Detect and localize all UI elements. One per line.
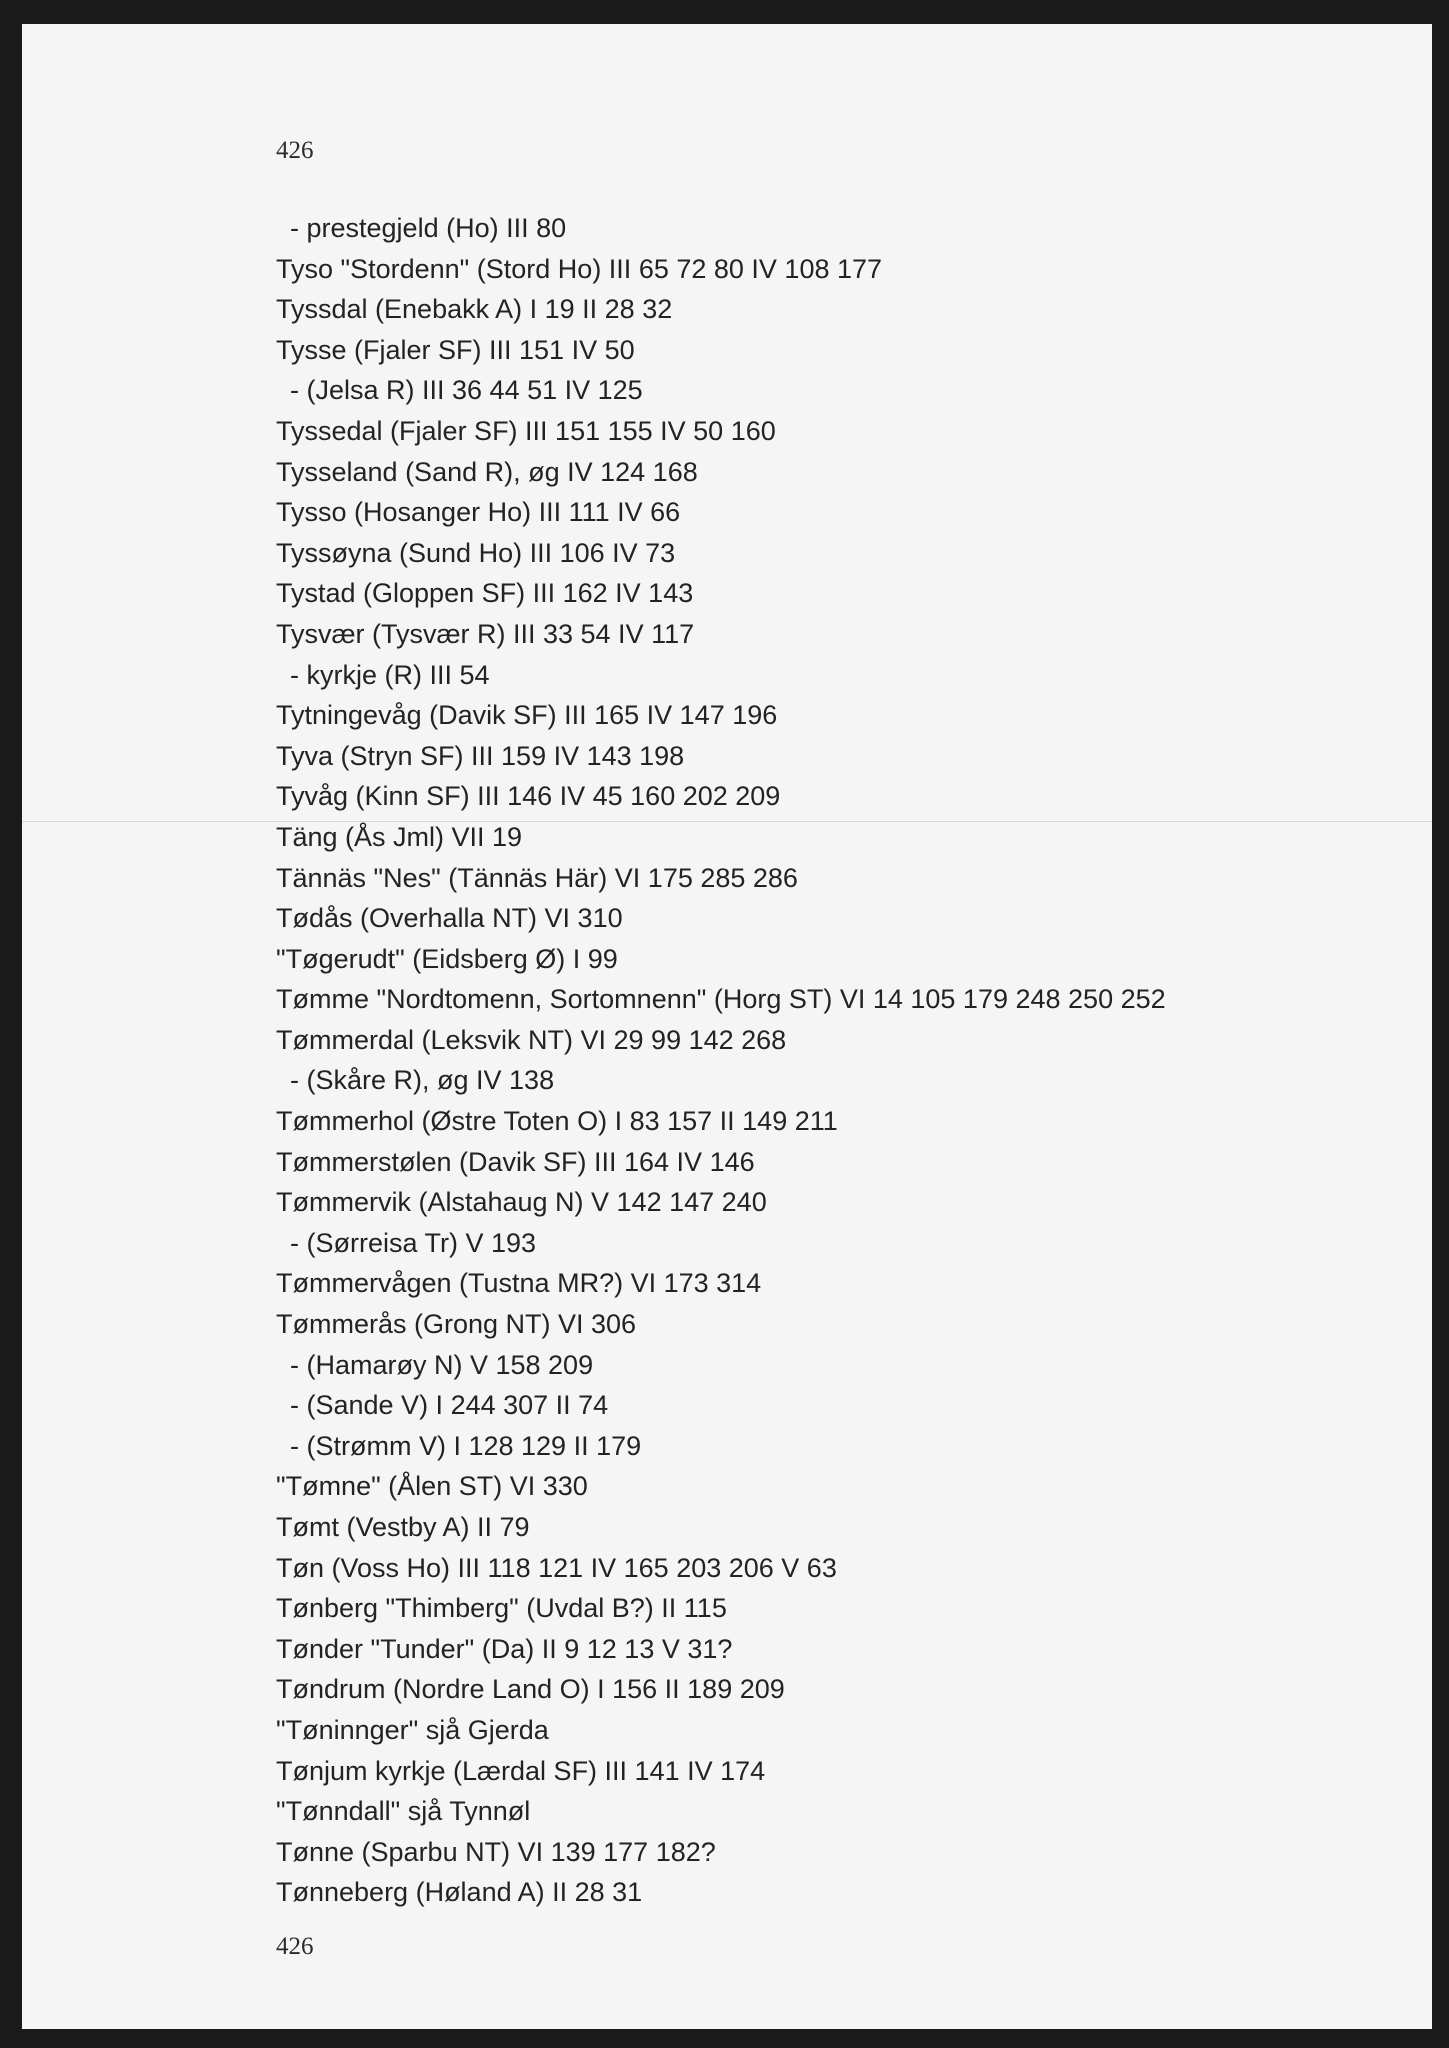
index-subentry: - (Hamarøy N) V 158 209 xyxy=(290,1349,594,1380)
index-entry: Tysse (Fjaler SF) III 151 IV 50 xyxy=(276,334,635,365)
index-entry: Tødås (Overhalla NT) VI 310 xyxy=(276,903,623,934)
index-entry: Tyssedal (Fjaler SF) III 151 155 IV 50 160 xyxy=(276,415,776,446)
index-entry: Tyva (Stryn SF) III 159 IV 143 198 xyxy=(276,740,685,771)
index-entry: Tyssdal (Enebakk A) I 19 II 28 32 xyxy=(276,294,673,325)
index-entry: Tømmerdal (Leksvik NT) VI 29 99 142 268 xyxy=(276,1024,787,1055)
index-entry: Tønneberg (Høland A) II 28 31 xyxy=(276,1877,643,1908)
index-entry: Tømmervik (Alstahaug N) V 142 147 240 xyxy=(276,1187,767,1218)
index-entry: "Tøninnger" sjå Gjerda xyxy=(276,1714,549,1745)
index-entry: Tønder "Tunder" (Da) II 9 12 13 V 31? xyxy=(276,1633,733,1664)
index-subentry: - (Strømm V) I 128 129 II 179 xyxy=(290,1430,642,1461)
index-entry: "Tønndall" sjå Tynnøl xyxy=(276,1796,531,1827)
index-entry: Tømmerstølen (Davik SF) III 164 IV 146 xyxy=(276,1146,755,1177)
index-entry: Tytningevåg (Davik SF) III 165 IV 147 196 xyxy=(276,700,778,731)
index-entry: Tysvær (Tysvær R) III 33 54 IV 117 xyxy=(276,618,695,649)
page-number-bottom: 426 xyxy=(276,1933,314,1960)
index-entry: Tyso "Stordenn" (Stord Ho) III 65 72 80 IV 108 177 xyxy=(276,253,883,284)
page-number-top: 426 xyxy=(276,137,314,164)
index-subentry: - (Sande V) I 244 307 II 74 xyxy=(290,1390,609,1421)
index-entry: Tyvåg (Kinn SF) III 146 IV 45 160 202 209 xyxy=(276,781,781,812)
index-entry: Tømmervågen (Tustna MR?) VI 173 314 xyxy=(276,1268,762,1299)
index-entry: Tysseland (Sand R), øg IV 124 168 xyxy=(276,456,698,487)
index-entry: Tømt (Vestby A) II 79 xyxy=(276,1512,530,1542)
index-entry: Täng (Ås Jml) VII 19 xyxy=(276,821,523,852)
index-entry: Tøndrum (Nordre Land O) I 156 II 189 209 xyxy=(276,1674,785,1705)
index-subentry: - (Jelsa R) III 36 44 51 IV 125 xyxy=(290,375,643,406)
index-entry: Tännäs "Nes" (Tännäs Här) VI 175 285 286 xyxy=(276,862,798,893)
index-entry: Tysso (Hosanger Ho) III 111 IV 66 xyxy=(276,497,681,528)
index-subentry: - (Sørreisa Tr) V 193 xyxy=(290,1227,537,1258)
index-subentry: - (Skåre R), øg IV 138 xyxy=(290,1065,555,1096)
index-entry-list xyxy=(276,208,1166,1913)
index-entry: Tønjum kyrkje (Lærdal SF) III 141 IV 174 xyxy=(276,1755,766,1786)
index-subentry: - kyrkje (R) III 54 xyxy=(290,659,490,690)
index-entry: Tømme "Nordtomenn, Sortomnenn" (Horg ST) VI 14 105 179 248 250 252 xyxy=(276,984,1166,1015)
index-entry: Tønberg "Thimberg" (Uvdal B?) II 115 xyxy=(276,1593,727,1624)
index-subentry: - prestegjeld (Ho) III 80 xyxy=(290,213,567,243)
document-page xyxy=(22,24,1432,2029)
index-entry: "Tømne" (Ålen ST) VI 330 xyxy=(276,1471,588,1502)
index-entry: Tømmerås (Grong NT) VI 306 xyxy=(276,1309,637,1340)
index-entry: Tystad (Gloppen SF) III 162 IV 143 xyxy=(276,578,694,609)
index-entry: Tyssøyna (Sund Ho) III 106 IV 73 xyxy=(276,537,676,568)
index-entry: Tøn (Voss Ho) III 118 121 IV 165 203 206 V 63 xyxy=(276,1552,837,1583)
index-entry: "Tøgerudt" (Eidsberg Ø) I 99 xyxy=(276,943,618,974)
index-entry: Tømmerhol (Østre Toten O) I 83 157 II 149 211 xyxy=(276,1106,838,1137)
index-entry: Tønne (Sparbu NT) VI 139 177 182? xyxy=(276,1836,716,1867)
